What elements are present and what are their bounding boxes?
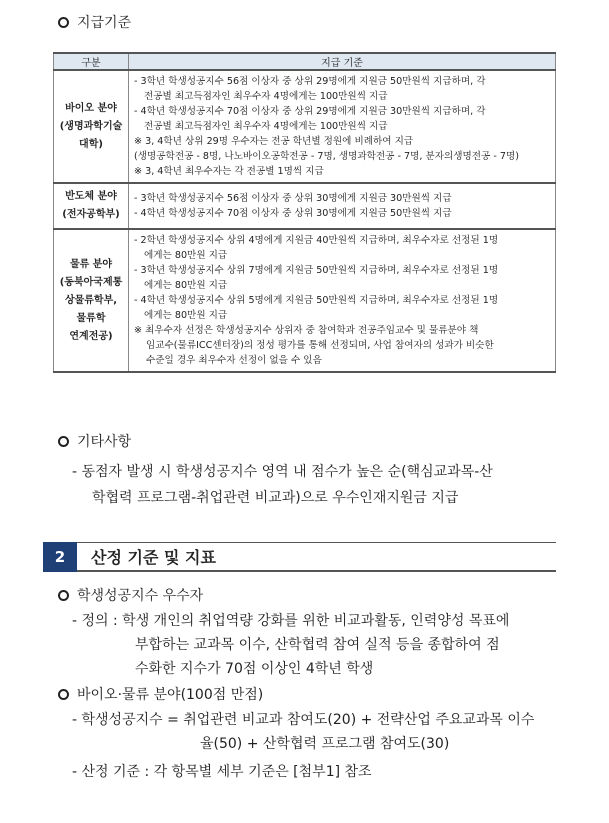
criteria-line: 전공별 최고득점자인 최우수자 4명에게는 100만원씩 지급 xyxy=(144,91,388,102)
criteria-cell xyxy=(129,229,556,372)
criteria-line: - 4학년 학생성공지수 70점 이상자 중 상위 29명에게 지원금 30만원씩 지급하며, 각 xyxy=(134,106,486,117)
circle-bullet-icon xyxy=(58,689,69,700)
criteria-line: - 4학년 학생성공지수 70점 이상자 중 상위 30명에게 지원금 50만원씩 지급 xyxy=(134,208,452,219)
category-text: 대학) xyxy=(79,138,103,150)
table-row xyxy=(54,229,556,372)
criteria-line: 수준일 경우 최우수자 선정이 없을 수 있음 xyxy=(146,355,322,366)
criteria-line: ※ 최우수자 선정은 학생성공지수 상위자 중 참여학과 전공주임교수 및 물류분야 책 xyxy=(134,325,479,336)
category-cell xyxy=(54,70,129,183)
circle-bullet-icon xyxy=(58,17,69,28)
criteria-line: - 3학년 학생성공지수 56점 이상자 중 상위 30명에게 지원금 30만원씩 지급 xyxy=(134,193,452,204)
heading-bio-logistics xyxy=(58,684,263,704)
criteria-line: 임교수(물류ICC센터장)의 정성 평가를 통해 선정되며, 사업 참여자의 성과가 비슷한 xyxy=(146,340,494,351)
criteria-cell xyxy=(129,183,556,229)
divider xyxy=(77,570,556,572)
criteria-line: 에게는 80만원 지급 xyxy=(144,280,228,291)
table-row xyxy=(54,70,556,183)
section-number: 2 xyxy=(43,542,77,572)
category-cell xyxy=(54,229,129,372)
definition-line: 수화한 지수가 70점 이상인 4학년 학생 xyxy=(135,661,374,677)
definition-line: - 정의 : 학생 개인의 취업역량 강화를 위한 비교과활동, 인력양성 목표에 xyxy=(72,613,510,629)
category-text: (생명과학기술 xyxy=(59,120,123,132)
column-header-criteria: 지급 기준 xyxy=(129,53,556,70)
heading-other-notes xyxy=(58,431,131,451)
category-text: 반도체 분야 xyxy=(65,191,117,202)
criteria-line: 전공별 최고득점자인 최우수자 4명에게는 100만원씩 지급 xyxy=(144,121,388,132)
section-header xyxy=(43,542,556,572)
definition-line: 부합하는 교과목 이수, 산학협력 참여 실적 등을 종합하여 점 xyxy=(135,637,500,653)
category-text: 연계전공) xyxy=(69,330,113,342)
criteria-line: - 2학년 학생성공지수 상위 4명에게 지원금 40만원씩 지급하며, 최우수자로 선정된 1명 xyxy=(134,235,499,246)
category-text: (전자공학부) xyxy=(62,209,120,220)
circle-bullet-icon xyxy=(58,436,69,447)
criteria-line: ※ 3, 4학년 최우수자는 각 전공별 1명씩 지급 xyxy=(134,166,324,177)
column-header-category: 구분 xyxy=(54,53,129,70)
divider xyxy=(77,542,556,543)
heading-payment-criteria xyxy=(58,12,131,32)
section-title: 산정 기준 및 지표 xyxy=(91,548,216,567)
formula-line: 율(50) + 산학협력 프로그램 참여도(30) xyxy=(200,736,450,752)
criteria-cell xyxy=(129,70,556,183)
criteria-line: (생명공학전공 - 8명, 나노바이오공학전공 - 7명, 생명과학전공 - 7명, 분자의생명전공 - 7명) xyxy=(134,151,520,162)
table-row xyxy=(54,183,556,229)
category-text: (동북아국제통 xyxy=(59,276,123,288)
heading-text: 지급기준 xyxy=(77,15,132,31)
criteria-line: 에게는 80만원 지급 xyxy=(144,250,228,261)
criteria-line: - 3학년 학생성공지수 상위 7명에게 지원금 50만원씩 지급하며, 최우수자로 선정된 1명 xyxy=(134,265,499,276)
heading-text: 바이오·물류 분야(100점 만점) xyxy=(77,687,264,703)
heading-student-success-index xyxy=(58,585,203,605)
heading-text: 학생성공지수 우수자 xyxy=(77,588,204,604)
category-text: 상물류학부, xyxy=(64,294,118,306)
formula-line: - 학생성공지수 = 취업관련 비교과 참여도(20) + 전략산업 주요교과목 이수 xyxy=(72,712,535,728)
table-header-row xyxy=(54,53,556,70)
etc-line: 학협력 프로그램-취업관련 비교과)으로 우수인재지원금 지급 xyxy=(92,490,459,506)
category-text: 물류 분야 xyxy=(69,258,113,270)
heading-text: 기타사항 xyxy=(77,434,132,450)
criteria-line: 에게는 80만원 지급 xyxy=(144,310,228,321)
category-text: 바이오 분야 xyxy=(65,102,117,114)
criteria-line: - 3학년 학생성공지수 56점 이상자 중 상위 29명에게 지원금 50만원씩 지급하며, 각 xyxy=(134,76,486,87)
criteria-line: ※ 3, 4학년 상위 29명 우수자는 전공 학년별 정원에 비례하여 지급 xyxy=(134,136,414,147)
criteria-table xyxy=(53,52,556,373)
circle-bullet-icon xyxy=(58,590,69,601)
etc-line: - 동점자 발생 시 학생성공지수 영역 내 점수가 높은 순(핵심교과목-산 xyxy=(72,464,493,480)
criteria-line: - 4학년 학생성공지수 상위 5명에게 지원금 50만원씩 지급하며, 최우수자로 선정된 1명 xyxy=(134,295,499,306)
category-text: 물류학 xyxy=(76,312,106,324)
category-cell xyxy=(54,183,129,229)
calc-criteria-line: - 산정 기준 : 각 항목별 세부 기준은 [첨부1] 참조 xyxy=(72,764,372,780)
